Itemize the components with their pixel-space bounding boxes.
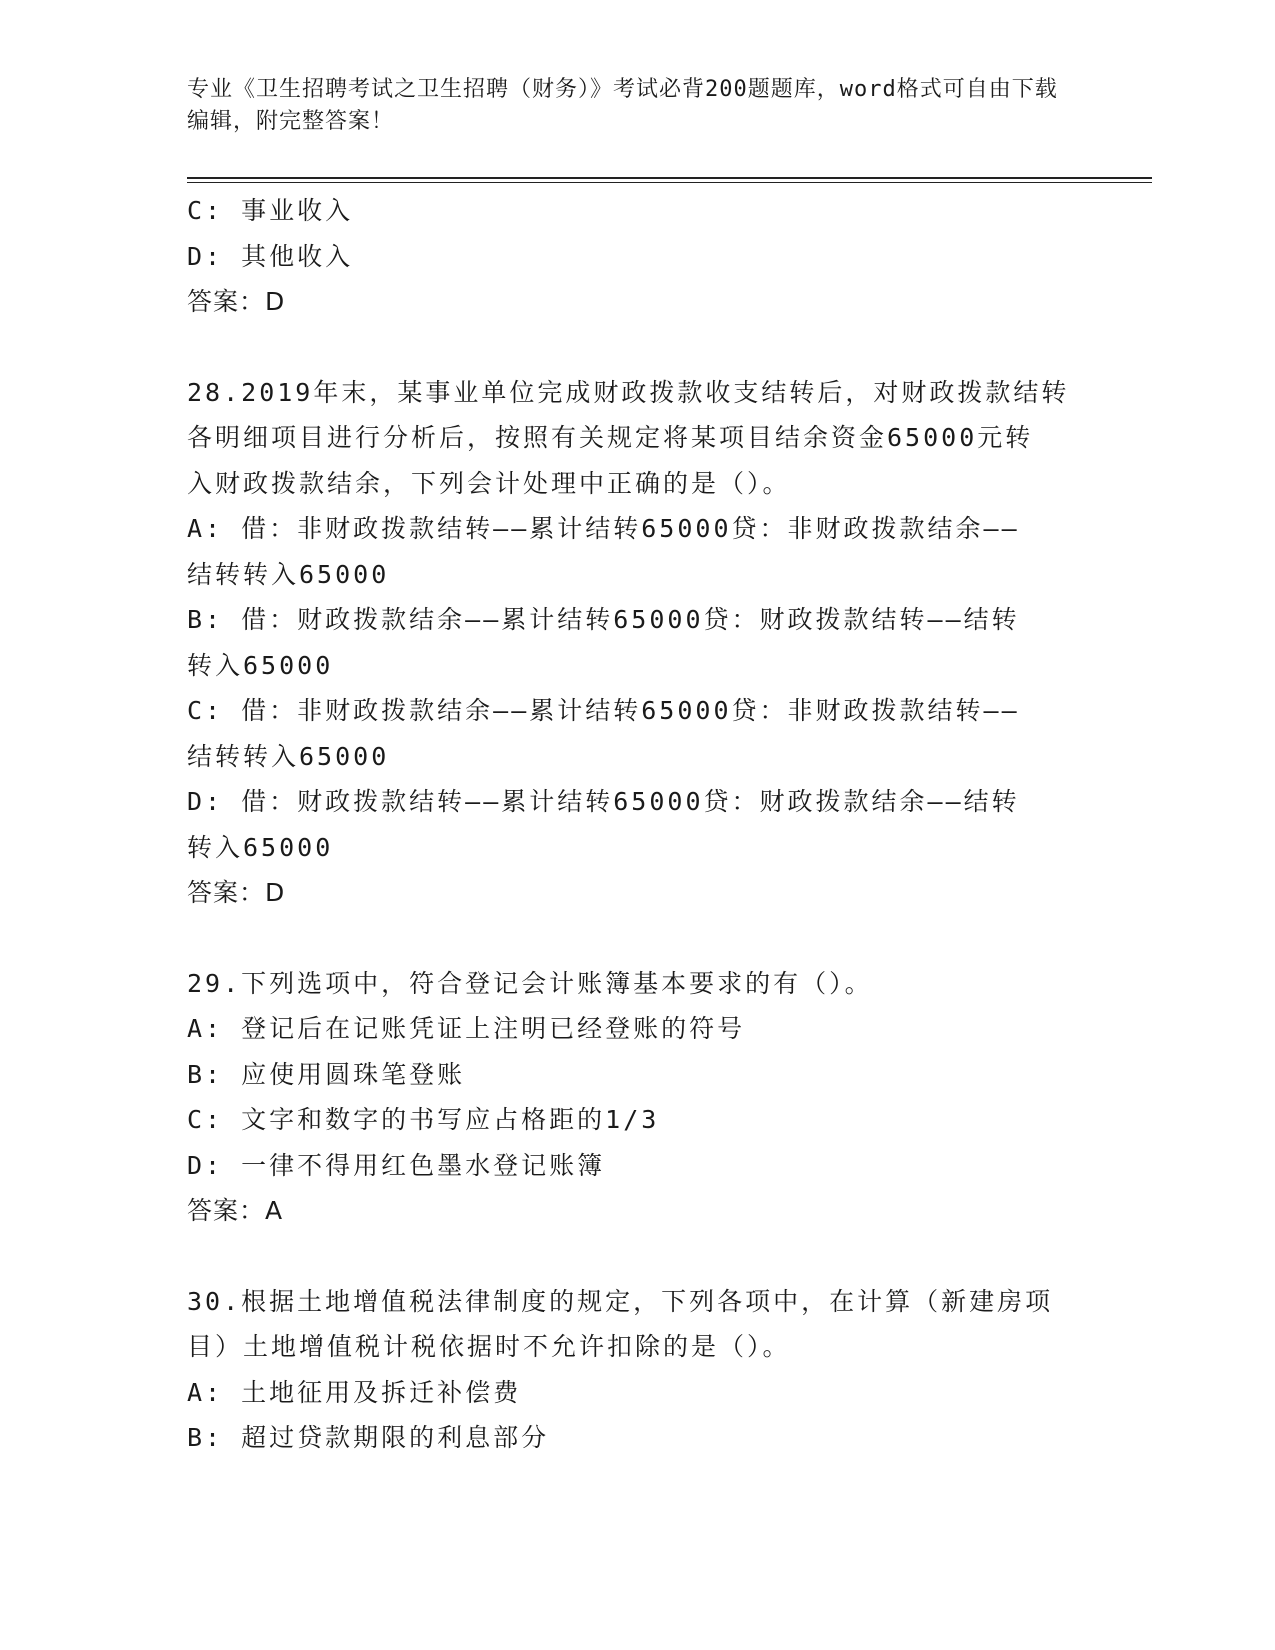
question-28 — [187, 370, 1087, 916]
option-b-line: 转入65000 — [187, 650, 334, 680]
option-a: A: 土地征用及拆迁补偿费 — [187, 1377, 522, 1407]
option-b-line: B: 借：财政拨款结余——累计结转65000贷：财政拨款结转——结转 — [187, 605, 1020, 634]
spacer — [187, 1234, 1087, 1279]
option-c-line: 结转转入65000 — [187, 741, 390, 771]
option-a-line: A: 借：非财政拨款结转——累计结转65000贷：非财政拨款结余—— — [187, 514, 1020, 543]
page-header: 专业《卫生招聘考试之卫生招聘（财务）》考试必背200题题库，word格式可自由下载编辑，附完整答案！ — [187, 77, 1058, 134]
question-stem-line: 30.根据土地增值税法律制度的规定，下列各项中，在计算（新建房项 — [187, 1286, 1054, 1316]
question-stem-line: 各明细项目进行分析后，按照有关规定将某项目结余资金65000元转 — [187, 423, 1034, 452]
option-a: A: 登记后在记账凭证上注明已经登账的符号 — [187, 1014, 746, 1043]
option-d: D: 一律不得用红色墨水登记账簿 — [187, 1150, 606, 1180]
option-d: D: 其他收入 — [187, 241, 354, 271]
question-30 — [187, 1279, 1087, 1461]
question-29 — [187, 961, 1087, 1234]
header-divider-thin — [187, 182, 1152, 183]
option-d-line: 转入65000 — [187, 832, 334, 862]
answer-line: 答案：D — [187, 287, 286, 316]
question-content — [187, 188, 1087, 1461]
question-stem-line: 29.下列选项中，符合登记会计账簿基本要求的有（）。 — [187, 968, 873, 998]
spacer — [187, 325, 1087, 370]
option-b: B: 应使用圆珠笔登账 — [187, 1059, 466, 1089]
question-27-tail — [187, 188, 1087, 325]
question-stem-line: 入财政拨款结余，下列会计处理中正确的是（）。 — [187, 468, 791, 498]
answer-line: 答案：D — [187, 878, 286, 907]
question-stem-line: 目）土地增值税计税依据时不允许扣除的是（）。 — [187, 1332, 791, 1361]
header-divider-thick — [187, 177, 1152, 179]
option-c: C: 事业收入 — [187, 196, 354, 225]
option-a-line: 结转转入65000 — [187, 559, 390, 589]
option-c: C: 文字和数字的书写应占格距的1/3 — [187, 1105, 660, 1134]
question-stem-line: 28.2019年末，某事业单位完成财政拨款收支结转后，对财政拨款结转 — [187, 377, 1070, 407]
option-d-line: D: 借：财政拨款结转——累计结转65000贷：财政拨款结余——结转 — [187, 787, 1020, 816]
option-b: B: 超过贷款期限的利息部分 — [187, 1423, 550, 1452]
option-c-line: C: 借：非财政拨款结余——累计结转65000贷：非财政拨款结转—— — [187, 696, 1020, 725]
spacer — [187, 916, 1087, 961]
answer-line: 答案：A — [187, 1196, 284, 1225]
